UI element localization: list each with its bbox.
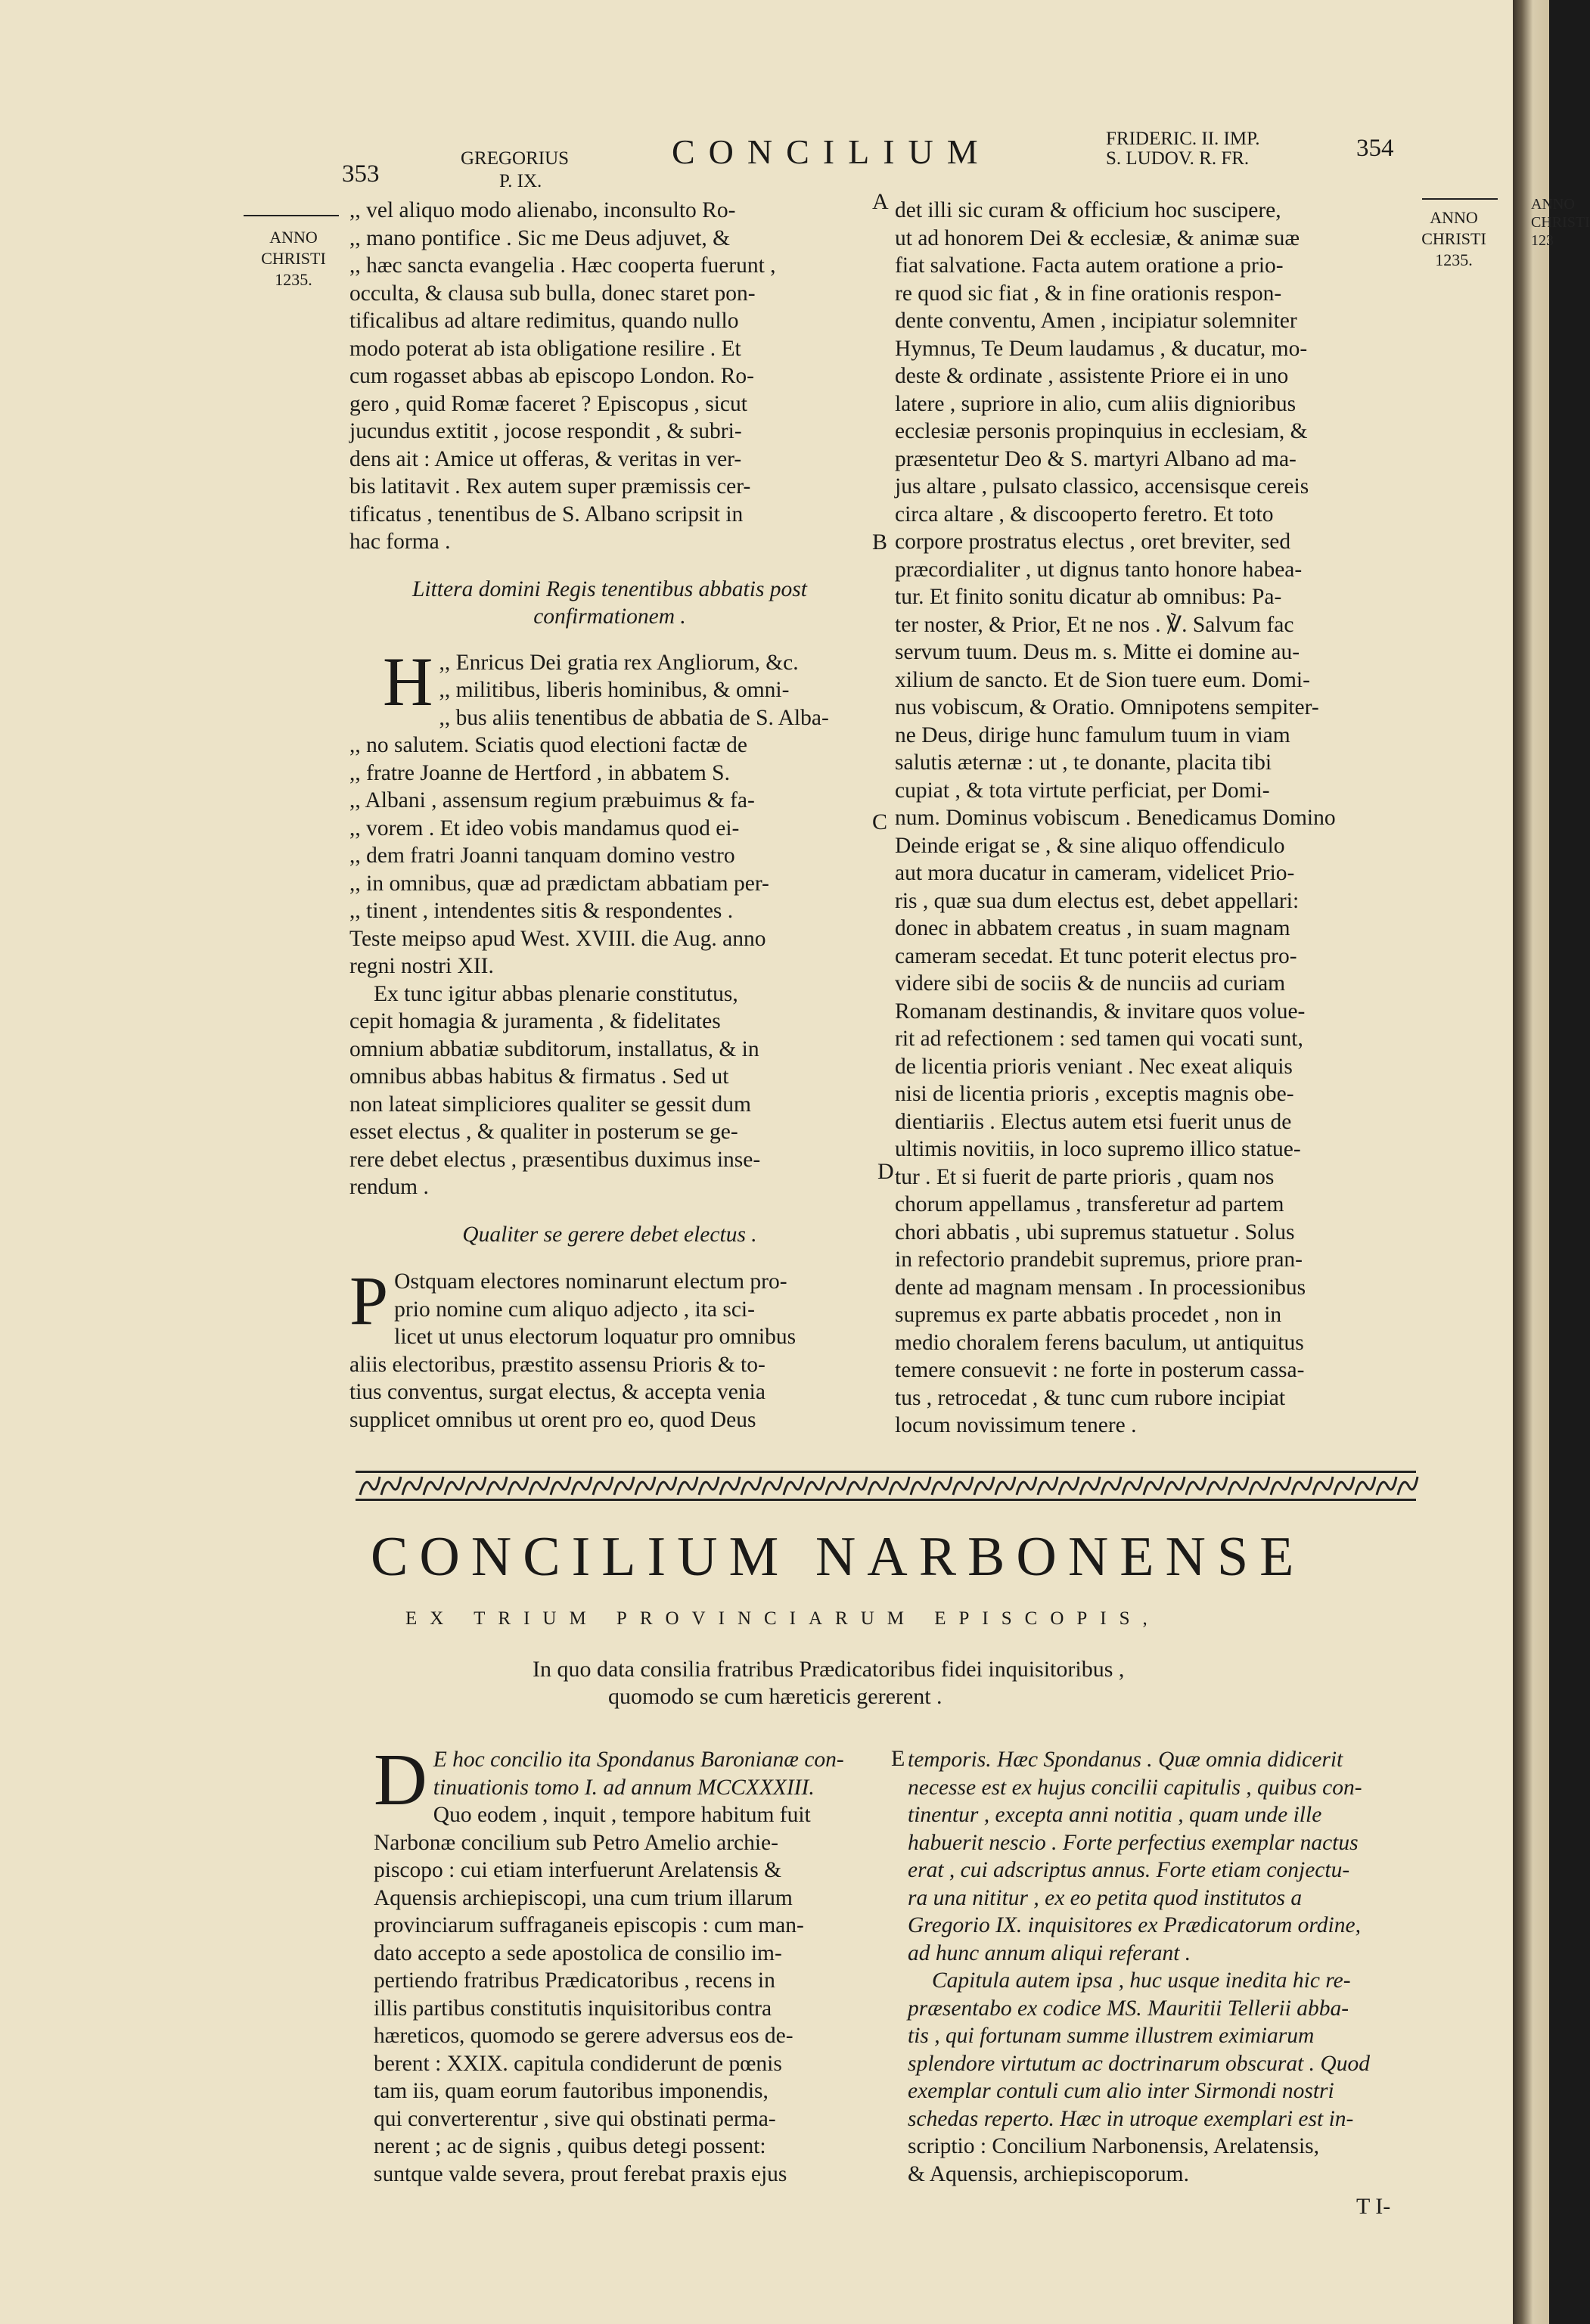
ornament-scroll — [741, 1477, 761, 1495]
drop-cap-d: D — [374, 1739, 427, 1821]
page-number-left: 353 — [342, 160, 380, 188]
text-line: præsentabo ex codice MS. Mauritii Tellerii abba- — [908, 1996, 1349, 2021]
text-line: Hymnus, Te Deum laudamus , & ducatur, mo- — [895, 336, 1308, 361]
facing-page-margin-note — [1531, 195, 1590, 250]
ornament-scroll — [1398, 1477, 1418, 1495]
ornament-scroll — [508, 1477, 528, 1495]
edge-anno: ANNO — [1531, 196, 1575, 213]
text-line: nerent ; ac de signis , quibus detegi possent: — [374, 2134, 766, 2158]
text-line: corpore prostratus electus , oret breviter, sed — [895, 530, 1291, 554]
ornament-scroll — [847, 1477, 867, 1495]
text-line: tinuationis tomo I. ad annum MCCXXXIII. — [433, 1775, 815, 1800]
text-line: licet ut unus electorum loquatur pro omnibus — [394, 1325, 797, 1349]
ornament-scroll — [699, 1477, 719, 1495]
ornament-scroll — [1186, 1477, 1206, 1495]
text-line: ter noster, & Prior, Et ne nos . ℣. Salvum fac — [895, 612, 1294, 637]
section-subtitle: EX TRIUM PROVINCIARUM EPISCOPIS, — [405, 1608, 1160, 1629]
section-letter-c: C — [872, 809, 888, 834]
edge-year: 123 — [1531, 232, 1554, 249]
text-line: cameram secedat. Et tunc poterit electus pro- — [895, 943, 1297, 968]
text-line: qui converterentur , sive qui obstinati perma- — [374, 2106, 776, 2131]
ornament-scroll — [784, 1477, 803, 1495]
margin-christi: CHRISTI — [261, 249, 326, 268]
text-line: locum novissimum tenere . — [895, 1413, 1137, 1437]
edge-christi: CHRISTI — [1531, 214, 1590, 231]
ornament-scroll — [529, 1477, 549, 1495]
text-line: jus altare , pulsato classico, accensisque cereis — [895, 474, 1309, 499]
section-letter-b: B — [872, 530, 888, 555]
text-line: ,, tinent , intendentes sitis & respondentes . — [349, 899, 734, 923]
ornament-scroll — [826, 1477, 846, 1495]
text-line: hæreticos, quomodo se gerere adversus eos de- — [374, 2024, 793, 2048]
text-line: aliis electoribus, præstito assensu Prioris & to- — [349, 1352, 765, 1377]
text-line: omnibus abbas habitus & firmatus . Sed ut — [349, 1064, 729, 1089]
text-line: Gregorio IX. inquisitores ex Prædicatorum ordine, — [908, 1913, 1361, 1937]
ornament-scroll — [1250, 1477, 1269, 1495]
text-line: cum rogasset abbas ab episcopo London. Ro- — [349, 364, 754, 388]
ornament-scroll — [445, 1477, 464, 1495]
running-head-title: CONCILIUM — [672, 132, 992, 171]
margin-note-left — [250, 227, 337, 290]
ornament-scroll — [953, 1477, 973, 1495]
ornament-scroll — [1207, 1477, 1227, 1495]
ornament-scroll — [1123, 1477, 1142, 1495]
text-line: temere consuevit : ne forte in posterum cassa- — [895, 1358, 1305, 1382]
text-line: ,, dem fratri Joanni tanquam domino vestro — [349, 844, 735, 868]
text-line: rit ad refectionem : sed tamen qui vocati sunt, — [895, 1027, 1303, 1051]
text-line: medio choralem ferens baculum, ut antiquitus — [895, 1330, 1304, 1355]
ornament-scroll — [720, 1477, 740, 1495]
text-line: ne Deus, dirige hunc famulum tuum in viam — [895, 722, 1290, 747]
text-line: Capitula autem ipsa , huc usque inedita hic re- — [932, 1968, 1351, 1993]
text-line: Quo eodem , inquit , tempore habitum fuit — [433, 1803, 811, 1827]
text-line: ,, Albani , assensum regium præbuimus & fa- — [349, 788, 755, 812]
ornament-scroll — [995, 1477, 1015, 1495]
text-line: ,, Enricus Dei gratia rex Angliorum, &c. — [439, 650, 799, 675]
text-line: habuerit nescio . Forte perfectius exemplar nactus — [908, 1830, 1359, 1855]
text-line: dientiariis . Electus autem etsi fuerit unus de — [895, 1109, 1292, 1134]
text-line: ,, mano pontifice . Sic me Deus adjuvet, & — [349, 225, 731, 250]
text-line: præcordialiter , ut dignus tanto honore habea- — [895, 557, 1303, 582]
ornament-scroll — [932, 1477, 952, 1495]
ornament-scroll — [974, 1477, 994, 1495]
text-line: provinciarum suffraganeis episcopis : cum man- — [374, 1913, 804, 1937]
ornament-scroll — [911, 1477, 930, 1495]
text-line: ris , quæ sua dum electus est, debet appellari: — [895, 888, 1300, 913]
ornament-scroll — [1313, 1477, 1333, 1495]
text-line: videre sibi de sociis & de nunciis ad curiam — [895, 971, 1286, 996]
ornament-scroll — [657, 1477, 676, 1495]
text-line: temporis. Hæc Spondanus . Quæ omnia didicerit — [908, 1748, 1343, 1772]
section-description-line-2: quomodo se cum hæreticis gererent . — [608, 1684, 943, 1709]
text-line: præsentetur Deo & S. martyri Albano ad ma- — [895, 446, 1297, 471]
letter-heading: Littera domini Regis tenentibus abbatis post — [412, 576, 807, 601]
text-line: chori abbatis , ubi supremus statuetur . Solus — [895, 1219, 1295, 1244]
right-column-lower — [908, 1746, 1425, 2188]
margin-anno: ANNO — [269, 228, 318, 247]
qualiter-heading: Qualiter se gerere debet electus . — [462, 1222, 757, 1247]
text-line: ecclesiæ personis propinquius in ecclesiam, & — [895, 419, 1308, 443]
text-line: cepit homagia & juramenta , & fidelitates — [349, 1009, 721, 1033]
text-line: in refectorio prandebit supremus, priore pran- — [895, 1247, 1303, 1272]
ornament-scroll — [890, 1477, 909, 1495]
text-line: gero , quid Romæ faceret ? Episcopus , sicut — [349, 391, 747, 416]
text-line: scriptio : Concilium Narbonensis, Arelatensis, — [908, 2134, 1320, 2158]
facing-page-edge — [1513, 0, 1590, 2324]
text-line: de licentia prioris veniant . Nec exeat aliquis — [895, 1054, 1293, 1079]
text-line: nisi de licentia prioris , exceptis magnis obe- — [895, 1082, 1294, 1106]
ornament-scroll — [360, 1477, 380, 1495]
text-line: suntque valde severa, prout ferebat praxis ejus — [374, 2161, 787, 2186]
text-line: splendore virtutum ac doctrinarum obscurat . Quod — [908, 2051, 1370, 2076]
ornament-scroll — [572, 1477, 592, 1495]
ornament-scroll — [1334, 1477, 1354, 1495]
text-line: circa altare , & discooperto feretro. Et toto — [895, 502, 1274, 527]
running-head-emperor: FRIDERIC. II. IMP. — [1106, 129, 1260, 149]
text-line: cupiat , & tota virtute perficiat, per Domi- — [895, 778, 1270, 803]
ornament-scroll — [678, 1477, 697, 1495]
text-line: modo poterat ab ista obligatione resilire . Et — [349, 336, 741, 361]
ornament-scroll — [381, 1477, 401, 1495]
text-line: Narbonæ concilium sub Petro Amelio archie- — [374, 1830, 778, 1855]
text-line: tur. Et finito sonitu dicatur ab omnibus: Pa- — [895, 585, 1282, 609]
text-line: berent : XXIX. capitula condiderunt de pœnis — [374, 2051, 782, 2076]
text-line: tificalibus ad altare redimitus, quando nullo — [349, 309, 739, 333]
text-line: schedas reperto. Hæc in utroque exemplari est in- — [908, 2106, 1354, 2131]
running-head-pope: GREGORIUS — [461, 148, 570, 169]
text-line: chorum appellamus , transferetur ad partem — [895, 1192, 1284, 1216]
text-line: tinentur , excepta anni notitia , quam unde ille — [908, 1803, 1322, 1827]
margin-rule-left — [244, 215, 339, 216]
margin-anno: ANNO — [1430, 208, 1478, 227]
text-line: dato accepto a sede apostolica de consilio im- — [374, 1940, 782, 1965]
text-line: servum tuum. Deus m. s. Mitte ei domine au- — [895, 640, 1300, 664]
text-line: ,, bus aliis tenentibus de abbatia de S. Alba- — [439, 705, 829, 730]
text-line: esset electus , & qualiter in posterum se ge- — [349, 1120, 738, 1144]
text-line: pertiendo fratribus Prædicatoribus , recens in — [374, 1968, 775, 1993]
text-line: ultimis novitiis, in loco supremo illico statue- — [895, 1137, 1301, 1161]
margin-christi: CHRISTI — [1421, 229, 1486, 248]
margin-rule-right — [1422, 198, 1498, 200]
margin-note-right — [1415, 207, 1493, 271]
ornament-scroll — [868, 1477, 888, 1495]
text-line: erat , cui adscriptus annus. Forte etiam conjectu- — [908, 1858, 1350, 1882]
text-line: Teste meipso apud West. XVIII. die Aug. anno — [349, 926, 766, 951]
qualiter-block — [349, 1262, 870, 1434]
text-line: ra una nititur , ex eo petita quod institutos a — [908, 1885, 1303, 1910]
text-line: ,, vel aliquo modo alienabo, inconsulto Ro- — [349, 198, 736, 222]
text-line: deste & ordinate , assistente Priore ei in uno — [895, 364, 1289, 388]
text-line: Deinde erigat se , & sine aliquo offendiculo — [895, 833, 1285, 858]
ornament-scroll — [635, 1477, 655, 1495]
text-line: necesse est ex hujus concilii capitulis , quibus con- — [908, 1775, 1362, 1800]
running-head-pope-number: P. IX. — [499, 171, 542, 191]
ornament-scroll — [1144, 1477, 1163, 1495]
text-line: fiat salvatione. Facta autem oratione a prio- — [895, 253, 1284, 278]
right-column-upper — [895, 197, 1418, 1440]
text-line: Ex tunc igitur abbas plenarie constitutus, — [374, 981, 738, 1006]
text-line: Ostquam electores nominarunt electum pro- — [394, 1269, 787, 1294]
text-line: & Aquensis, archiepiscoporum. — [908, 2161, 1189, 2186]
catchword: T I- — [1356, 2194, 1391, 2219]
ornament-scroll — [402, 1477, 422, 1495]
text-line: omnium abbatiæ subditorum, installatus, & in — [349, 1036, 759, 1061]
text-line: exemplar contuli cum alio inter Sirmondi nostri — [908, 2079, 1334, 2103]
section-letter-e: E — [891, 1746, 905, 1771]
text-line: tur . Et si fuerit de parte prioris , quam nos — [895, 1164, 1275, 1189]
text-line: E hoc concilio ita Spondanus Baronianæ con- — [433, 1748, 844, 1772]
ornament-scroll — [593, 1477, 613, 1495]
ornament-band — [356, 1471, 1416, 1501]
text-line: nus vobiscum, & Oratio. Omnipotens sempiter- — [895, 695, 1319, 719]
text-line: ,, fratre Joanne de Hertford , in abbatem S. — [349, 760, 730, 785]
text-line: regni nostri XII. — [349, 954, 494, 978]
ornament-scroll — [466, 1477, 486, 1495]
text-line: num. Dominus vobiscum . Benedicamus Domino — [895, 806, 1336, 830]
running-head-king: S. LUDOV. R. FR. — [1106, 148, 1250, 169]
text-line: hac forma . — [349, 530, 451, 554]
text-line: dente ad magnam mensam . In processionibus — [895, 1275, 1306, 1300]
text-line: tificatus , tenentibus de S. Albano scripsit in — [349, 502, 744, 527]
text-line: ,, vorem . Et ideo vobis mandamus quod ei- — [349, 816, 740, 840]
drop-cap-p: P — [349, 1262, 389, 1339]
ornament-scroll — [1271, 1477, 1290, 1495]
ornament-scroll — [1038, 1477, 1057, 1495]
margin-year: 1235. — [275, 270, 312, 289]
letter-block — [349, 642, 870, 980]
text-line: ,, hæc sancta evangelia . Hæc cooperta fuerunt , — [349, 253, 776, 278]
text-line: bis latitavit . Rex autem super præmissis cer- — [349, 474, 751, 499]
text-line: dente conventu, Amen , incipiatur solemniter — [895, 309, 1297, 333]
text-line: aut mora ducatur in cameram, videlicet Prio- — [895, 861, 1295, 885]
text-line: tius conventus, surgat electus, & accepta venia — [349, 1380, 765, 1404]
text-line: ad hunc annum aliqui referant . — [908, 1940, 1191, 1965]
section-letter-d: D — [877, 1159, 894, 1184]
ornament-scroll — [1017, 1477, 1036, 1495]
text-line: re quod sic fiat , & in fine orationis respon- — [895, 281, 1282, 306]
ornament-scroll — [614, 1477, 634, 1495]
letter-heading: confirmationem . — [533, 604, 686, 629]
section-title: CONCILIUM NARBONENSE — [371, 1526, 1306, 1588]
text-line: supplicet omnibus ut orent pro eo, quod Deus — [349, 1407, 756, 1432]
drop-cap-h: H — [383, 642, 433, 720]
text-line: rendum . — [349, 1175, 429, 1199]
ornament-scroll — [1165, 1477, 1185, 1495]
left-column-upper — [349, 197, 870, 1434]
text-line: donec in abbatem creatus , in suam magnam — [895, 916, 1290, 940]
ornament-scroll — [1080, 1477, 1100, 1495]
page-number-right: 354 — [1356, 135, 1394, 162]
ornament-scroll — [1228, 1477, 1248, 1495]
ornament-scroll — [1059, 1477, 1079, 1495]
text-line: ut ad honorem Dei & ecclesiæ, & animæ suæ — [895, 225, 1300, 250]
ornament-scroll — [551, 1477, 570, 1495]
text-line: latere , supriore in alio, cum aliis dignioribus — [895, 391, 1297, 416]
text-line: det illi sic curam & officium hoc suscipere, — [895, 198, 1281, 222]
text-line: non lateat simpliciores qualiter se gessit dum — [349, 1092, 751, 1117]
left-column-lower — [374, 1739, 890, 2188]
ornament-scroll — [1292, 1477, 1312, 1495]
ornament-scroll — [1377, 1477, 1396, 1495]
text-line: occulta, & clausa sub bulla, donec staret pon- — [349, 281, 756, 306]
text-line: tus , retrocedat , & tunc cum rubore incipiat — [895, 1385, 1286, 1410]
text-line: rere debet electus , præsentibus duximus inse- — [349, 1147, 761, 1172]
text-line: piscopo : cui etiam interfuerunt Arelatensis & — [374, 1858, 782, 1882]
text-line: supremus ex parte abbatis procedet , non in — [895, 1303, 1282, 1327]
section-description-line-1: In quo data consilia fratribus Prædicatoribus fidei inquisitoribus , — [533, 1657, 1125, 1682]
text-line: salutis æternæ : ut , te donante, placita tibi — [895, 750, 1272, 775]
text-line: tis , qui fortunam summe illustrem eximiarum — [908, 2024, 1315, 2048]
ornament-scroll — [487, 1477, 507, 1495]
text-line: jucundus extitit , jocose respondit , & subri- — [349, 419, 742, 443]
section-letter-a: A — [872, 189, 889, 214]
ornament-scroll — [1101, 1477, 1121, 1495]
text-line: ,, militibus, liberis hominibus, & omni- — [439, 678, 790, 702]
text-line: Aquensis archiepiscopi, una cum trium illarum — [374, 1885, 793, 1910]
ornament-scroll — [762, 1477, 782, 1495]
ornament-scroll — [424, 1477, 443, 1495]
text-line: illis partibus constitutis inquisitoribus contra — [374, 1996, 772, 2021]
text-line: dens ait : Amice ut offeras, & veritas in ver- — [349, 446, 742, 471]
margin-year: 1235. — [1435, 250, 1473, 269]
text-line: Romanam destinandis, & invitare quos volue- — [895, 999, 1306, 1024]
ornament-scroll — [805, 1477, 825, 1495]
text-line: ,, in omnibus, quæ ad prædictam abbatiam per- — [349, 871, 769, 896]
text-line: tam iis, quam eorum fautoribus imponendis, — [374, 2079, 769, 2103]
text-line: ,, no salutem. Sciatis quod electioni factæ de — [349, 733, 747, 757]
ornament-scroll — [1356, 1477, 1375, 1495]
text-line: prio nomine cum aliquo adjecto , ita sci- — [394, 1297, 755, 1322]
text-line: xilium de sancto. Et de Sion tuere eum. Domi- — [895, 667, 1310, 692]
